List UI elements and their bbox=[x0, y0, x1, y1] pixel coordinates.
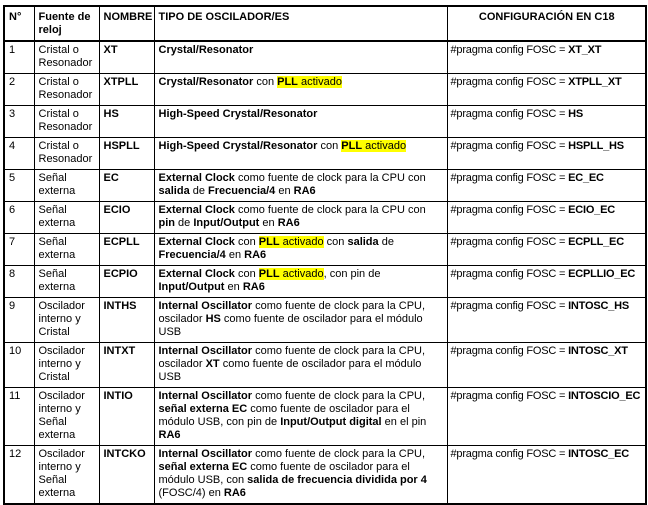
c18-config-cell bbox=[447, 202, 646, 234]
type-text-segment: como fuente de clock para la CPU con bbox=[234, 204, 426, 216]
c18-config-cell bbox=[447, 446, 646, 505]
highlighted-text: PLL bbox=[258, 268, 280, 280]
oscillator-type-cell bbox=[154, 343, 447, 388]
oscillator-name-cell: HSPLL bbox=[99, 138, 154, 170]
clock-source-cell: Cristal o Resonador bbox=[34, 74, 99, 106]
row-number: 3 bbox=[4, 106, 34, 138]
pragma-value: INTOSCIO_EC bbox=[568, 390, 641, 402]
highlighted-text: activado bbox=[279, 236, 324, 248]
highlighted-text: activado bbox=[362, 140, 407, 152]
type-text-segment: como fuente de clock para la CPU, bbox=[252, 390, 426, 402]
type-text-segment: Internal Oscillator bbox=[158, 345, 253, 357]
table-row bbox=[4, 446, 646, 505]
type-text-segment: RA6 bbox=[293, 185, 316, 197]
clock-source-cell: Señal externa bbox=[34, 202, 99, 234]
highlighted-text: PLL bbox=[277, 76, 298, 88]
c18-config-cell bbox=[447, 298, 646, 343]
row-number: 1 bbox=[4, 41, 34, 74]
c18-config-cell bbox=[447, 170, 646, 202]
highlighted-text: PLL bbox=[341, 140, 363, 152]
type-text-segment: señal externa EC bbox=[158, 403, 248, 415]
highlighted-text: activado bbox=[297, 76, 342, 88]
pragma-prefix: #pragma config FOSC = bbox=[450, 268, 569, 280]
type-text-segment: en bbox=[224, 281, 243, 293]
row-number: 6 bbox=[4, 202, 34, 234]
oscillator-config-table bbox=[3, 5, 647, 505]
pragma-prefix: #pragma config FOSC = bbox=[450, 345, 569, 357]
pragma-value: ECPLLIO_EC bbox=[568, 268, 636, 280]
oscillator-name-cell: INTCKO bbox=[99, 446, 154, 505]
clock-source-cell: Oscilador interno y Señal externa bbox=[34, 388, 99, 446]
type-text-segment: con bbox=[234, 268, 259, 280]
type-text-segment: como fuente de clock para la CPU, oscilador bbox=[158, 300, 426, 325]
type-text-segment: , con pin de bbox=[323, 268, 381, 280]
pragma-value: INTOSC_HS bbox=[568, 300, 630, 312]
oscillator-name-cell: ECPLL bbox=[99, 234, 154, 266]
c18-config-cell bbox=[447, 266, 646, 298]
table-row bbox=[4, 74, 646, 106]
table-row bbox=[4, 170, 646, 202]
type-text-segment: RA6 bbox=[244, 249, 267, 261]
table-row bbox=[4, 41, 646, 74]
type-text-segment: como fuente de clock para la CPU, oscilador bbox=[158, 345, 426, 370]
type-text-segment: en bbox=[275, 185, 294, 197]
header-tipo: TIPO DE OSCILADOR/ES bbox=[154, 6, 447, 41]
type-text-segment: en bbox=[259, 217, 278, 229]
type-text-segment: Frecuencia/4 bbox=[158, 249, 226, 261]
type-text-segment: Crystal/Resonator bbox=[158, 44, 254, 56]
row-number: 12 bbox=[4, 446, 34, 505]
header-nombre: NOMBRE bbox=[99, 6, 154, 41]
type-text-segment: de bbox=[378, 236, 394, 248]
table-row bbox=[4, 106, 646, 138]
clock-source-cell: Oscilador interno y Señal externa bbox=[34, 446, 99, 505]
oscillator-type-cell bbox=[154, 388, 447, 446]
row-number: 10 bbox=[4, 343, 34, 388]
oscillator-name-cell: ECPIO bbox=[99, 266, 154, 298]
pragma-value: HS bbox=[568, 108, 583, 120]
oscillator-type-cell bbox=[154, 234, 447, 266]
oscillator-type-cell bbox=[154, 202, 447, 234]
clock-source-cell: Señal externa bbox=[34, 170, 99, 202]
pragma-value: EC_EC bbox=[568, 172, 604, 184]
table-row bbox=[4, 138, 646, 170]
type-text-segment: en el pin bbox=[381, 416, 427, 428]
type-text-segment: Internal Oscillator bbox=[158, 390, 253, 402]
type-text-segment: XT bbox=[205, 358, 220, 370]
oscillator-name-cell: INTHS bbox=[99, 298, 154, 343]
pragma-value: XT_XT bbox=[568, 44, 602, 56]
pragma-prefix: #pragma config FOSC = bbox=[450, 448, 569, 460]
table-row bbox=[4, 266, 646, 298]
type-text-segment: en bbox=[225, 249, 245, 261]
type-text-segment: como fuente de clock para la CPU con bbox=[234, 172, 426, 184]
type-text-segment: de bbox=[175, 217, 194, 229]
table-row bbox=[4, 388, 646, 446]
type-text-segment: High-Speed Crystal/Resonator bbox=[158, 140, 318, 152]
type-text-segment: Frecuencia/4 bbox=[208, 185, 276, 197]
oscillator-name-cell: HS bbox=[99, 106, 154, 138]
type-text-segment: High-Speed Crystal/Resonator bbox=[158, 108, 318, 120]
pragma-prefix: #pragma config FOSC = bbox=[450, 172, 569, 184]
header-row bbox=[4, 6, 646, 41]
type-text-segment: pin bbox=[158, 217, 175, 229]
pragma-value: ECIO_EC bbox=[568, 204, 615, 216]
highlighted-text: activado bbox=[279, 268, 324, 280]
type-text-segment: HS bbox=[205, 313, 221, 325]
type-text-segment: señal externa EC bbox=[158, 461, 248, 473]
pragma-prefix: #pragma config FOSC = bbox=[450, 236, 569, 248]
oscillator-type-cell bbox=[154, 106, 447, 138]
type-text-segment: como fuente de clock para la CPU, bbox=[252, 448, 426, 460]
table-row bbox=[4, 202, 646, 234]
oscillator-type-cell bbox=[154, 170, 447, 202]
clock-source-cell: Cristal o Resonador bbox=[34, 138, 99, 170]
type-text-segment: con bbox=[234, 236, 259, 248]
oscillator-name-cell: XT bbox=[99, 41, 154, 74]
type-text-segment: External Clock bbox=[158, 236, 235, 248]
pragma-prefix: #pragma config FOSC = bbox=[450, 76, 569, 88]
type-text-segment: Input/Output digital bbox=[280, 416, 382, 428]
header-num: N° bbox=[4, 6, 34, 41]
type-text-segment: salida bbox=[158, 185, 190, 197]
pragma-prefix: #pragma config FOSC = bbox=[450, 390, 569, 402]
oscillator-name-cell: EC bbox=[99, 170, 154, 202]
row-number: 11 bbox=[4, 388, 34, 446]
c18-config-cell bbox=[447, 343, 646, 388]
oscillator-type-cell bbox=[154, 446, 447, 505]
type-text-segment: External Clock bbox=[158, 172, 235, 184]
type-text-segment: Internal Oscillator bbox=[158, 300, 253, 312]
oscillator-name-cell: ECIO bbox=[99, 202, 154, 234]
pragma-prefix: #pragma config FOSC = bbox=[450, 140, 569, 152]
type-text-segment: como fuente de oscilador para el módulo USB, con pin de bbox=[158, 403, 410, 428]
row-number: 4 bbox=[4, 138, 34, 170]
type-text-segment: Internal Oscillator bbox=[158, 448, 253, 460]
table-header bbox=[4, 6, 646, 41]
pragma-prefix: #pragma config FOSC = bbox=[450, 204, 569, 216]
pragma-value: HSPLL_HS bbox=[568, 140, 624, 152]
c18-config-cell bbox=[447, 41, 646, 74]
oscillator-table-body bbox=[4, 41, 646, 504]
pragma-prefix: #pragma config FOSC = bbox=[450, 44, 569, 56]
row-number: 9 bbox=[4, 298, 34, 343]
table-row bbox=[4, 234, 646, 266]
pragma-value: INTOSC_XT bbox=[568, 345, 628, 357]
oscillator-name-cell: INTXT bbox=[99, 343, 154, 388]
type-text-segment: como fuente de oscilador para el módulo USB bbox=[158, 358, 422, 383]
clock-source-cell: Oscilador interno y Cristal bbox=[34, 343, 99, 388]
clock-source-cell: Señal externa bbox=[34, 266, 99, 298]
oscillator-type-cell bbox=[154, 41, 447, 74]
type-text-segment: salida bbox=[347, 236, 379, 248]
row-number: 8 bbox=[4, 266, 34, 298]
type-text-segment: RA6 bbox=[158, 429, 181, 441]
c18-config-cell bbox=[447, 388, 646, 446]
type-text-segment: External Clock bbox=[158, 268, 235, 280]
type-text-segment: con bbox=[323, 236, 348, 248]
type-text-segment: salida de frecuencia dividida por 4 bbox=[247, 474, 427, 486]
oscillator-name-cell: INTIO bbox=[99, 388, 154, 446]
c18-config-cell bbox=[447, 138, 646, 170]
row-number: 5 bbox=[4, 170, 34, 202]
oscillator-name-cell: XTPLL bbox=[99, 74, 154, 106]
header-config: CONFIGURACIÓN EN C18 bbox=[447, 6, 646, 41]
type-text-segment: Crystal/Resonator bbox=[158, 76, 254, 88]
highlighted-text: PLL bbox=[258, 236, 280, 248]
type-text-segment: RA6 bbox=[242, 281, 265, 293]
type-text-segment: RA6 bbox=[277, 217, 300, 229]
type-text-segment: (FOSC/4) en bbox=[158, 487, 224, 499]
type-text-segment: External Clock bbox=[158, 204, 235, 216]
header-fuente: Fuente de reloj bbox=[34, 6, 99, 41]
table-row bbox=[4, 298, 646, 343]
table-row bbox=[4, 343, 646, 388]
type-text-segment: de bbox=[189, 185, 209, 197]
c18-config-cell bbox=[447, 106, 646, 138]
oscillator-type-cell bbox=[154, 298, 447, 343]
oscillator-type-cell bbox=[154, 266, 447, 298]
oscillator-type-cell bbox=[154, 74, 447, 106]
type-text-segment: con bbox=[317, 140, 342, 152]
c18-config-cell bbox=[447, 74, 646, 106]
type-text-segment: RA6 bbox=[223, 487, 246, 499]
clock-source-cell: Señal externa bbox=[34, 234, 99, 266]
type-text-segment: con bbox=[253, 76, 278, 88]
oscillator-type-cell bbox=[154, 138, 447, 170]
type-text-segment: como fuente de oscilador para el módulo USB, con bbox=[158, 461, 410, 486]
type-text-segment: Input/Output bbox=[193, 217, 260, 229]
row-number: 2 bbox=[4, 74, 34, 106]
clock-source-cell: Cristal o Resonador bbox=[34, 106, 99, 138]
pragma-prefix: #pragma config FOSC = bbox=[450, 108, 569, 120]
row-number: 7 bbox=[4, 234, 34, 266]
clock-source-cell: Cristal o Resonador bbox=[34, 41, 99, 74]
pragma-value: INTOSC_EC bbox=[568, 448, 630, 460]
clock-source-cell: Oscilador interno y Cristal bbox=[34, 298, 99, 343]
type-text-segment: como fuente de oscilador para el módulo USB bbox=[158, 313, 423, 338]
c18-config-cell bbox=[447, 234, 646, 266]
pragma-prefix: #pragma config FOSC = bbox=[450, 300, 569, 312]
pragma-value: XTPLL_XT bbox=[568, 76, 622, 88]
type-text-segment: Input/Output bbox=[158, 281, 225, 293]
pragma-value: ECPLL_EC bbox=[568, 236, 624, 248]
